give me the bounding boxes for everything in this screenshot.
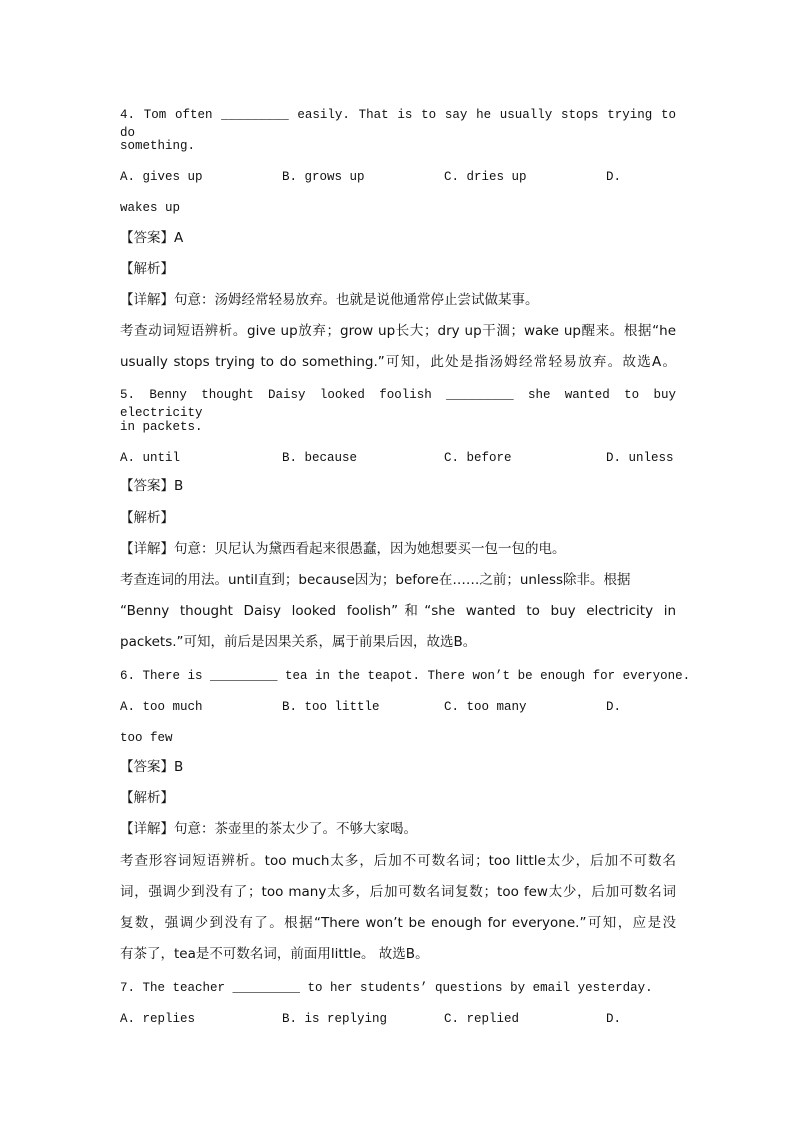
question-4-option-a: A. gives up bbox=[120, 170, 203, 184]
question-7-option-b: B. is replying bbox=[282, 1012, 388, 1026]
question-6-answer: 【答案】B bbox=[120, 759, 184, 775]
question-5-explanation-line-3: packets.”可知，前后是因果关系，属于前果后因，故选B。 bbox=[120, 634, 477, 650]
question-5-explanation-line-2: “Benny thought Daisy looked foolish”和“she wanted to buy electricity in bbox=[120, 603, 676, 619]
question-4-option-d: D. bbox=[606, 170, 622, 184]
question-5-stem-line-1: 5. Benny thought Daisy looked foolish _________ she wanted to buy electricity bbox=[120, 388, 676, 420]
question-6-detail: 【详解】句意：茶壶里的茶太少了。不够大家喝。 bbox=[120, 821, 417, 837]
question-5-explanation-line-1: 考查连词的用法。until直到；because因为；before在……之前；unless除非。根据 bbox=[120, 572, 631, 588]
question-6-stem-line-1: 6. There is _________ tea in the teapot. There won’t be enough for everyone. bbox=[120, 669, 691, 683]
question-5-detail: 【详解】句意：贝尼认为黛西看起来很愚蠢，因为她想要买一包一包的电。 bbox=[120, 541, 566, 557]
question-4-option-c: C. dries up bbox=[444, 170, 527, 184]
question-6-analysis-heading: 【解析】 bbox=[120, 790, 174, 806]
question-5-option-a: A. until bbox=[120, 451, 181, 465]
question-5-option-b: B. because bbox=[282, 451, 358, 465]
question-6-option-b: B. too little bbox=[282, 700, 380, 714]
question-4-stem-line-1: 4. Tom often _________ easily. That is to say he usually stops trying to do bbox=[120, 108, 676, 140]
question-6-explanation-line-1: 考查形容词短语辨析。too much太多，后加不可数名词；too little太少，后加不可数名 bbox=[120, 853, 676, 869]
question-5-option-d: D. unless bbox=[606, 451, 674, 465]
question-6-option-c: C. too many bbox=[444, 700, 527, 714]
question-6-explanation-line-4: 有茶了，tea是不可数名词，前面用little。 故选B。 bbox=[120, 946, 429, 962]
question-7-option-a: A. replies bbox=[120, 1012, 196, 1026]
question-7-option-c: C. replied bbox=[444, 1012, 520, 1026]
question-4-option-b: B. grows up bbox=[282, 170, 365, 184]
question-6-explanation-line-2: 词，强调少到没有了；too many太多，后加可数名词复数；too few太少，后加可数名词 bbox=[120, 884, 676, 900]
question-4-explanation-line-2: usually stops trying to do something.”可知，此处是指汤姆经常轻易放弃。故选A。 bbox=[120, 354, 676, 370]
question-7-option-d: D. bbox=[606, 1012, 622, 1026]
question-4-stem-line-2: something. bbox=[120, 139, 196, 153]
question-6-option-d-text: too few bbox=[120, 731, 173, 745]
question-6-explanation-line-3: 复数，强调少到没有了。根据“There won’t be enough for everyone.”可知，应是没 bbox=[120, 915, 676, 931]
question-4-explanation-line-1: 考查动词短语辨析。give up放弃；grow up长大；dry up干涸；wake up醒来。根据“he bbox=[120, 323, 676, 339]
question-7-stem-line-1: 7. The teacher _________ to her students’ questions by email yesterday. bbox=[120, 981, 653, 995]
question-4-analysis-heading: 【解析】 bbox=[120, 261, 174, 277]
question-5-stem-line-2: in packets. bbox=[120, 420, 203, 434]
question-5-analysis-heading: 【解析】 bbox=[120, 510, 174, 526]
question-6-option-d: D. bbox=[606, 700, 622, 714]
question-4-option-d-text: wakes up bbox=[120, 201, 181, 215]
question-4-answer: 【答案】A bbox=[120, 230, 184, 246]
question-5-answer: 【答案】B bbox=[120, 478, 184, 494]
question-6-option-a: A. too much bbox=[120, 700, 203, 714]
question-5-option-c: C. before bbox=[444, 451, 512, 465]
question-4-detail: 【详解】句意：汤姆经常轻易放弃。也就是说他通常停止尝试做某事。 bbox=[120, 292, 539, 308]
